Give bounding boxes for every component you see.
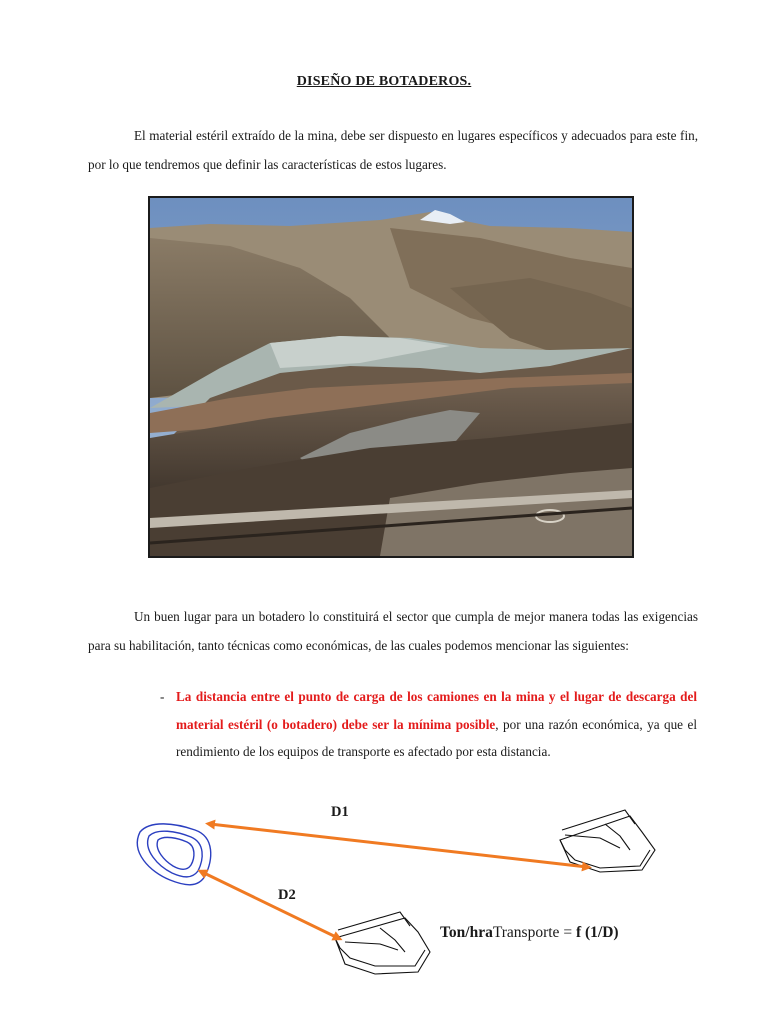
distance-diagram xyxy=(0,790,768,1024)
bullet-rest-text: , por una razón económica, ya que el rendimiento de los equipos de transporte es afectado por esta distancia. xyxy=(176,716,697,759)
formula-unit: Ton/hra xyxy=(440,924,493,941)
formula-function: f xyxy=(575,924,582,941)
dump-icon-near xyxy=(335,912,430,974)
criteria-paragraph xyxy=(88,602,698,660)
page-title: DISEÑO DE BOTADEROS. xyxy=(296,74,472,89)
distance-label-d1: D1 xyxy=(331,804,349,820)
intro-text: El material estéril extraído de la mina, debe ser dispuesto en lugares específicos y adecuados para este fin, por lo que tendremos que definir las características de estos lugares. xyxy=(88,128,698,172)
formula-label: Transporte = xyxy=(492,924,576,941)
bullet-highlight-text: La distancia entre el punto de carga de los camiones en la mina y el lugar de descarga del material estéril (o botadero) debe ser la mínima posible xyxy=(176,689,697,732)
arrow-d2 xyxy=(202,872,338,938)
arrow-d1 xyxy=(210,824,587,867)
intro-paragraph xyxy=(88,121,698,179)
bullet-item-distance xyxy=(176,683,697,766)
mine-dump-photo xyxy=(148,196,634,558)
criteria-text: Un buen lugar para un botadero lo constituirá el sector que cumpla de mejor manera todas las exigencias para su habilitación, tanto técnicas como económicas, de las cuales podemos mencionar las siguientes: xyxy=(88,609,698,653)
dump-icon-far xyxy=(560,810,655,872)
distance-label-d2: D2 xyxy=(278,887,296,903)
mine-pit-icon xyxy=(137,824,210,885)
formula-argument: (1/D) xyxy=(581,924,619,941)
bullet-marker: - xyxy=(160,689,165,704)
transport-formula xyxy=(440,924,619,942)
